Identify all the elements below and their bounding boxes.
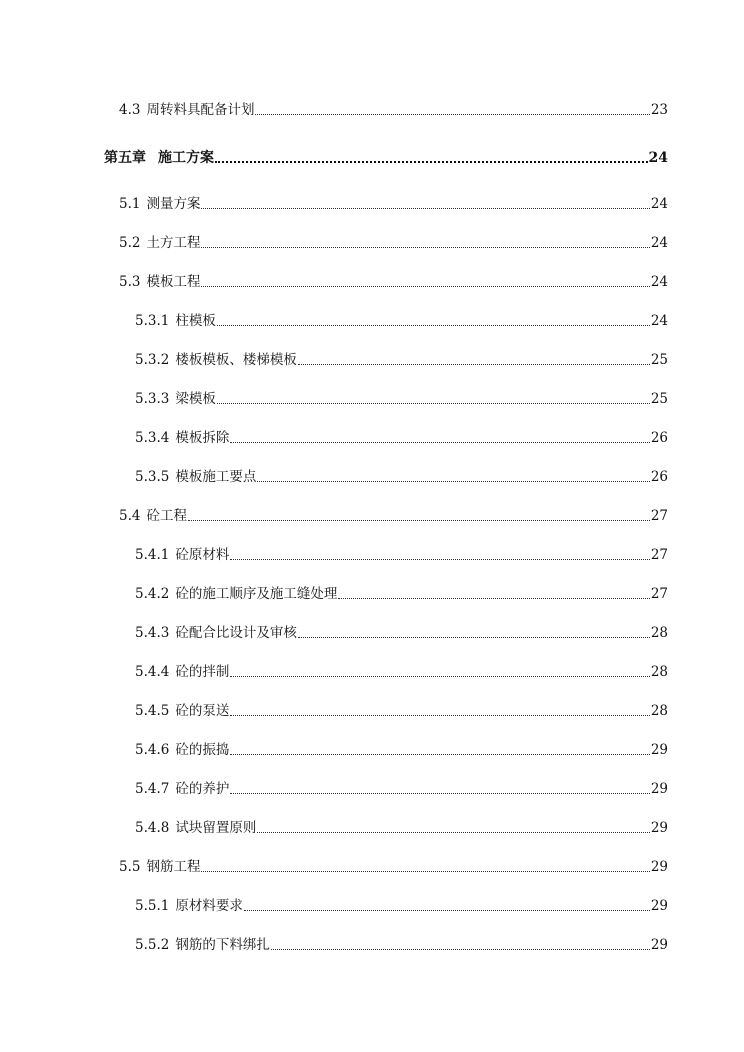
toc-entry-number: 5.4 — [119, 508, 141, 524]
toc-entry-page: 29 — [650, 781, 668, 797]
toc-dot-leader — [230, 714, 649, 716]
toc-entry-page: 25 — [650, 391, 668, 407]
toc-entry-number: 5.3.5 — [135, 469, 170, 485]
toc-dot-leader — [230, 441, 649, 443]
toc-entry-number: 5.3 — [119, 274, 141, 290]
toc-dot-leader — [230, 792, 649, 794]
toc-dot-leader — [188, 519, 650, 521]
toc-entry-number: 5.3.2 — [135, 352, 170, 368]
toc-entry-title: 柱模板 — [175, 313, 216, 329]
toc-dot-leader — [217, 402, 650, 404]
toc-entry[interactable] — [135, 467, 668, 487]
toc-entry-title: 砼的泵送 — [175, 703, 230, 719]
toc-entry-title: 模板施工要点 — [175, 469, 257, 485]
toc-entry-page: 27 — [650, 547, 668, 563]
toc-entry-page: 29 — [650, 898, 668, 914]
toc-entry-title: 土方工程 — [146, 235, 201, 251]
toc-entry-page: 24 — [650, 235, 668, 251]
toc-dot-leader — [217, 324, 650, 326]
toc-entry-page: 28 — [650, 625, 668, 641]
toc-entry-number: 5.4.5 — [135, 703, 170, 719]
toc-entry-page: 29 — [650, 859, 668, 875]
toc-entry[interactable] — [135, 311, 668, 331]
toc-entry-page: 26 — [650, 430, 668, 446]
toc-dot-leader — [201, 207, 649, 209]
toc-entry-number: 第五章 — [104, 150, 146, 166]
toc-entry-number: 5.4.1 — [135, 547, 170, 563]
toc-entry-number: 5.5.1 — [135, 898, 170, 914]
toc-entry-number: 5.3.4 — [135, 430, 170, 446]
toc-entry-number: 4.3 — [119, 102, 141, 118]
toc-dot-leader — [255, 113, 649, 115]
toc-dot-leader — [298, 363, 650, 365]
toc-dot-leader — [338, 597, 649, 599]
toc-entry-page: 29 — [650, 937, 668, 953]
toc-entry[interactable] — [135, 779, 668, 799]
toc-entry-number: 5.4.3 — [135, 625, 170, 641]
toc-entry[interactable] — [119, 194, 668, 214]
toc-entry-title: 砼原材料 — [175, 547, 230, 563]
toc-entry[interactable] — [135, 740, 668, 760]
toc-entry-number: 5.5.2 — [135, 937, 170, 953]
toc-entry-title: 测量方案 — [146, 196, 201, 212]
toc-entry[interactable] — [135, 350, 668, 370]
toc-entry[interactable] — [135, 662, 668, 682]
toc-entry-page: 29 — [650, 742, 668, 758]
toc-entry-page: 24 — [650, 196, 668, 212]
toc-entry[interactable] — [119, 233, 668, 253]
toc-dot-leader — [298, 636, 650, 638]
toc-entry-page: 24 — [650, 313, 668, 329]
toc-dot-leader — [230, 753, 649, 755]
toc-entry-page: 26 — [650, 469, 668, 485]
toc-entry-title: 楼板模板、楼梯模板 — [175, 352, 297, 368]
toc-dot-leader — [257, 480, 649, 482]
toc-dot-leader — [201, 285, 649, 287]
toc-entry-title: 试块留置原则 — [175, 820, 257, 836]
toc-dot-leader — [201, 246, 649, 248]
toc-entry-number: 5.4.7 — [135, 781, 170, 797]
toc-entry-number: 5.1 — [119, 196, 141, 212]
toc-dot-leader — [230, 558, 649, 560]
toc-entry[interactable] — [104, 148, 668, 168]
toc-entry-page: 28 — [650, 664, 668, 680]
toc-entry[interactable] — [119, 100, 668, 120]
toc-entry-title: 砼的拌制 — [175, 664, 230, 680]
toc-entry-page: 23 — [650, 102, 668, 118]
toc-entry-number: 5.3.3 — [135, 391, 170, 407]
toc-entry-title: 砼的施工顺序及施工缝处理 — [175, 586, 338, 602]
toc-entry-title: 砼工程 — [146, 508, 187, 524]
toc-entry-title: 周转料具配备计划 — [146, 102, 255, 118]
toc-entry[interactable] — [119, 857, 668, 877]
toc-dot-leader — [201, 870, 649, 872]
toc-entry-number: 5.4.6 — [135, 742, 170, 758]
toc-entry[interactable] — [119, 272, 668, 292]
toc-entry-title: 钢筋的下料绑扎 — [175, 937, 270, 953]
toc-entry-title: 模板工程 — [146, 274, 201, 290]
toc-entry-title: 施工方案 — [158, 150, 214, 166]
toc-entry[interactable] — [135, 701, 668, 721]
toc-entry-title: 砼的振捣 — [175, 742, 230, 758]
toc-dot-leader — [230, 675, 649, 677]
toc-entry-page: 24 — [648, 150, 668, 166]
toc-entry-number: 5.2 — [119, 235, 141, 251]
toc-entry-number: 5.4.8 — [135, 820, 170, 836]
toc-entry[interactable] — [135, 428, 668, 448]
toc-entry[interactable] — [135, 818, 668, 838]
toc-dot-leader — [271, 948, 650, 950]
toc-entry[interactable] — [135, 935, 668, 955]
toc-entry[interactable] — [135, 584, 668, 604]
toc-entry-page: 29 — [650, 820, 668, 836]
toc-entry[interactable] — [135, 389, 668, 409]
toc-entry-number: 5.4.4 — [135, 664, 170, 680]
toc-entry-title: 钢筋工程 — [146, 859, 201, 875]
toc-entry-title: 梁模板 — [175, 391, 216, 407]
toc-entry[interactable] — [135, 623, 668, 643]
toc-entry[interactable] — [135, 545, 668, 565]
toc-entry-title: 砼的养护 — [175, 781, 230, 797]
toc-entry-number: 5.4.2 — [135, 586, 170, 602]
toc-entry-title: 原材料要求 — [175, 898, 243, 914]
toc-entry-page: 24 — [650, 274, 668, 290]
toc-entry-number: 5.5 — [119, 859, 141, 875]
toc-dot-leader — [215, 160, 648, 163]
toc-entry-page: 25 — [650, 352, 668, 368]
toc-entry-page: 28 — [650, 703, 668, 719]
toc-entry-title: 模板拆除 — [175, 430, 230, 446]
toc-entry-page: 27 — [650, 508, 668, 524]
toc-dot-leader — [257, 831, 649, 833]
toc-entry[interactable] — [135, 896, 668, 916]
toc-entry-title: 砼配合比设计及审核 — [175, 625, 297, 641]
toc-dot-leader — [244, 909, 650, 911]
toc-entry-number: 5.3.1 — [135, 313, 170, 329]
toc-entry-page: 27 — [650, 586, 668, 602]
toc-entry[interactable] — [119, 506, 668, 526]
